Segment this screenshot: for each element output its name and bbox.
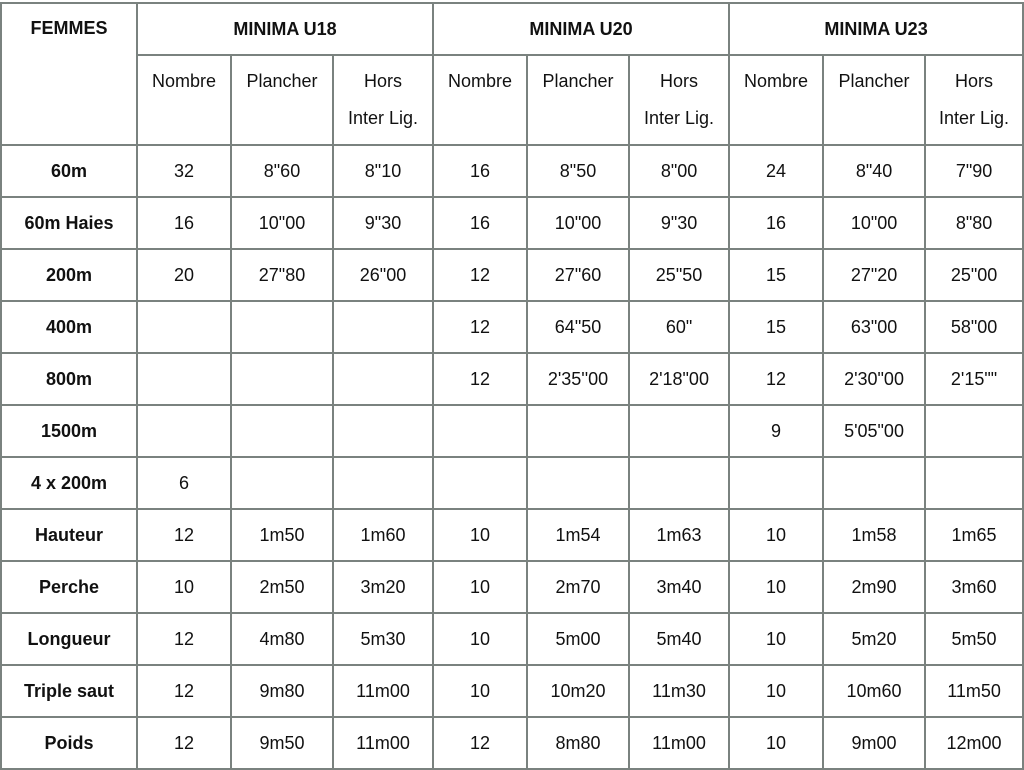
table-cell: 8"80 — [925, 197, 1023, 249]
subheader-nombre: Nombre — [137, 55, 231, 145]
table-cell — [231, 457, 333, 509]
table-cell: 25"00 — [925, 249, 1023, 301]
table-cell: 11m00 — [629, 717, 729, 769]
table-cell: 12 — [433, 301, 527, 353]
table-cell — [137, 353, 231, 405]
table-cell: 63"00 — [823, 301, 925, 353]
table-cell: 9"30 — [629, 197, 729, 249]
table-cell: 10 — [729, 717, 823, 769]
table-cell — [925, 405, 1023, 457]
table-cell: 1m65 — [925, 509, 1023, 561]
table-cell: 5m40 — [629, 613, 729, 665]
table-cell: 5m20 — [823, 613, 925, 665]
table-row — [1, 145, 1023, 197]
table-cell — [137, 405, 231, 457]
table-cell — [333, 457, 433, 509]
table-cell — [137, 301, 231, 353]
table-cell: 2m90 — [823, 561, 925, 613]
sub-header-row — [1, 55, 1023, 145]
table-cell: 1m54 — [527, 509, 629, 561]
table-cell: 5m50 — [925, 613, 1023, 665]
group-header-row — [1, 3, 1023, 55]
table-cell: 2m70 — [527, 561, 629, 613]
table-cell: 15 — [729, 249, 823, 301]
table-cell: 9 — [729, 405, 823, 457]
table-cell: 10"00 — [527, 197, 629, 249]
table-cell: 9m80 — [231, 665, 333, 717]
table-cell: 27"20 — [823, 249, 925, 301]
table-cell: 7"90 — [925, 145, 1023, 197]
table-cell: 27"60 — [527, 249, 629, 301]
table-row — [1, 561, 1023, 613]
table-cell: 12 — [137, 509, 231, 561]
table-cell: 16 — [137, 197, 231, 249]
table-cell: 1m58 — [823, 509, 925, 561]
subheader-plancher: Plancher — [231, 55, 333, 145]
table-cell: 8"50 — [527, 145, 629, 197]
event-label: Triple saut — [1, 665, 137, 717]
table-cell: 8"00 — [629, 145, 729, 197]
table-cell: 10 — [729, 561, 823, 613]
table-cell: 3m20 — [333, 561, 433, 613]
table-cell: 3m60 — [925, 561, 1023, 613]
table-cell — [729, 457, 823, 509]
table-cell — [629, 457, 729, 509]
event-label: Perche — [1, 561, 137, 613]
table-cell: 12 — [729, 353, 823, 405]
table-cell: 2m50 — [231, 561, 333, 613]
table-cell: 10"00 — [823, 197, 925, 249]
table-cell: 5m30 — [333, 613, 433, 665]
event-label: 60m Haies — [1, 197, 137, 249]
table-cell — [231, 301, 333, 353]
table-cell: 16 — [729, 197, 823, 249]
event-label: Poids — [1, 717, 137, 769]
table-cell: 10 — [433, 509, 527, 561]
table-cell: 26"00 — [333, 249, 433, 301]
table-cell — [433, 405, 527, 457]
event-label: 1500m — [1, 405, 137, 457]
table-cell: 9m50 — [231, 717, 333, 769]
table-cell: 10 — [137, 561, 231, 613]
table-cell: 9m00 — [823, 717, 925, 769]
table-cell: 10 — [433, 665, 527, 717]
event-label: 60m — [1, 145, 137, 197]
table-cell: 8"60 — [231, 145, 333, 197]
event-label: 800m — [1, 353, 137, 405]
minima-table-container — [0, 2, 1022, 766]
table-row — [1, 509, 1023, 561]
group-header-u20: MINIMA U20 — [433, 3, 729, 55]
table-cell: 2'30"00 — [823, 353, 925, 405]
table-cell: 10 — [433, 613, 527, 665]
table-cell: 16 — [433, 197, 527, 249]
table-cell: 25"50 — [629, 249, 729, 301]
table-cell: 15 — [729, 301, 823, 353]
table-cell — [527, 457, 629, 509]
table-row — [1, 353, 1023, 405]
table-cell — [333, 353, 433, 405]
subheader-nombre: Nombre — [729, 55, 823, 145]
table-cell: 10 — [729, 509, 823, 561]
table-row — [1, 613, 1023, 665]
event-label: Longueur — [1, 613, 137, 665]
subheader-hors-inter-lig: Hors Inter Lig. — [629, 55, 729, 145]
table-cell: 60" — [629, 301, 729, 353]
table-row — [1, 301, 1023, 353]
table-row — [1, 717, 1023, 769]
table-cell: 12 — [137, 665, 231, 717]
table-cell: 58"00 — [925, 301, 1023, 353]
table-cell: 12 — [433, 249, 527, 301]
event-label: 400m — [1, 301, 137, 353]
table-cell: 8"40 — [823, 145, 925, 197]
table-row — [1, 665, 1023, 717]
table-cell: 6 — [137, 457, 231, 509]
event-label: Hauteur — [1, 509, 137, 561]
table-cell: 2'18"00 — [629, 353, 729, 405]
table-cell: 20 — [137, 249, 231, 301]
table-cell: 11m30 — [629, 665, 729, 717]
table-cell — [231, 353, 333, 405]
table-cell: 64"50 — [527, 301, 629, 353]
table-cell: 12m00 — [925, 717, 1023, 769]
table-row — [1, 405, 1023, 457]
table-cell: 1m63 — [629, 509, 729, 561]
table-cell — [433, 457, 527, 509]
table-cell: 5m00 — [527, 613, 629, 665]
table-row — [1, 197, 1023, 249]
event-label: 200m — [1, 249, 137, 301]
table-cell: 10m20 — [527, 665, 629, 717]
table-cell: 2'35''00 — [527, 353, 629, 405]
table-cell: 4m80 — [231, 613, 333, 665]
subheader-hors-inter-lig: Hors Inter Lig. — [925, 55, 1023, 145]
table-cell: 10 — [433, 561, 527, 613]
table-cell: 10 — [729, 613, 823, 665]
table-cell — [333, 405, 433, 457]
table-body — [1, 145, 1023, 769]
table-cell: 32 — [137, 145, 231, 197]
table-cell: 11m00 — [333, 717, 433, 769]
table-cell: 16 — [433, 145, 527, 197]
table-cell: 12 — [137, 717, 231, 769]
corner-label: FEMMES — [1, 3, 137, 145]
table-cell: 11m50 — [925, 665, 1023, 717]
subheader-plancher: Plancher — [527, 55, 629, 145]
table-row — [1, 457, 1023, 509]
table-cell: 10m60 — [823, 665, 925, 717]
table-cell: 12 — [433, 353, 527, 405]
table-cell: 27"80 — [231, 249, 333, 301]
table-cell: 1m50 — [231, 509, 333, 561]
table-cell — [629, 405, 729, 457]
table-cell: 10 — [729, 665, 823, 717]
table-cell: 12 — [433, 717, 527, 769]
table-cell — [231, 405, 333, 457]
table-cell: 24 — [729, 145, 823, 197]
table-cell — [333, 301, 433, 353]
table-cell: 3m40 — [629, 561, 729, 613]
table-cell: 10"00 — [231, 197, 333, 249]
group-header-u23: MINIMA U23 — [729, 3, 1023, 55]
subheader-hors-inter-lig: Hors Inter Lig. — [333, 55, 433, 145]
table-cell: 8"10 — [333, 145, 433, 197]
table-cell: 2'15"" — [925, 353, 1023, 405]
subheader-nombre: Nombre — [433, 55, 527, 145]
table-cell: 8m80 — [527, 717, 629, 769]
table-cell — [823, 457, 925, 509]
table-row — [1, 249, 1023, 301]
event-label: 4 x 200m — [1, 457, 137, 509]
subheader-plancher: Plancher — [823, 55, 925, 145]
table-cell: 9"30 — [333, 197, 433, 249]
table-cell — [527, 405, 629, 457]
table-cell — [925, 457, 1023, 509]
table-cell: 5'05"00 — [823, 405, 925, 457]
table-cell: 11m00 — [333, 665, 433, 717]
table-cell: 1m60 — [333, 509, 433, 561]
table-cell: 12 — [137, 613, 231, 665]
group-header-u18: MINIMA U18 — [137, 3, 433, 55]
minima-table — [0, 2, 1024, 770]
